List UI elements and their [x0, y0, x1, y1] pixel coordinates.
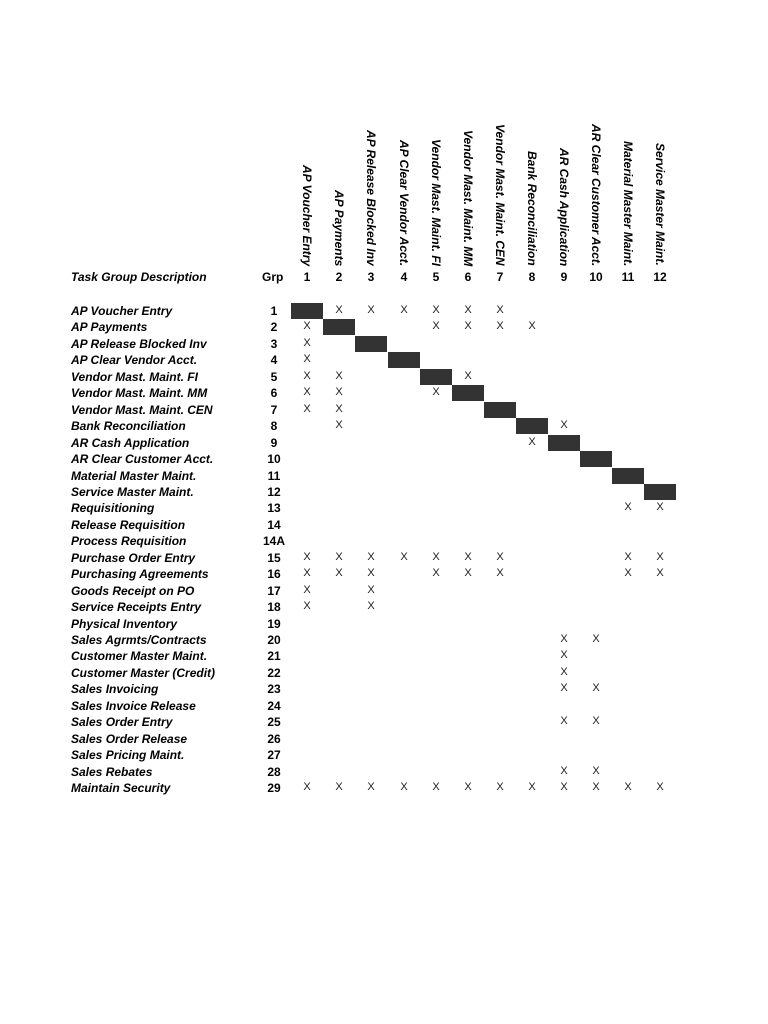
column-header-3: AP Release Blocked Inv — [364, 130, 378, 266]
conflict-mark: X — [400, 550, 408, 563]
conflict-mark: X — [367, 567, 375, 580]
column-header-1: AP Voucher Entry — [300, 164, 314, 266]
row-description: Service Master Maint. — [71, 484, 194, 499]
row-group-number: 16 — [267, 567, 281, 582]
conflict-mark: X — [464, 567, 472, 580]
diagonal-block — [644, 484, 676, 500]
row-description: AP Clear Vendor Acct. — [71, 353, 198, 368]
conflict-mark: X — [592, 715, 600, 728]
row-description: Vendor Mast. Maint. FI — [71, 369, 198, 384]
column-number-4: 4 — [400, 270, 408, 284]
column-header-12: Service Master Maint. — [653, 143, 667, 266]
conflict-mark: X — [367, 550, 375, 563]
conflict-mark: X — [528, 320, 536, 333]
diagonal-block — [291, 303, 323, 319]
conflict-mark: X — [560, 633, 568, 645]
conflict-mark: X — [560, 665, 568, 678]
conflict-mark: X — [560, 764, 568, 777]
column-number-6: 6 — [464, 270, 472, 284]
conflict-mark: X — [560, 649, 568, 662]
row-description: Process Requisition — [71, 534, 187, 549]
diagonal-block — [580, 451, 612, 467]
row-description: Sales Invoice Release — [71, 698, 196, 713]
conflict-mark: X — [335, 369, 343, 382]
conflict-mark: X — [303, 567, 311, 580]
conflict-mark: X — [560, 781, 568, 794]
conflict-mark: X — [496, 781, 504, 794]
conflict-mark: X — [592, 633, 600, 645]
row-description: Sales Rebates — [71, 764, 153, 779]
conflict-mark: X — [367, 304, 375, 316]
column-number-11: 11 — [621, 270, 635, 284]
diagonal-block — [612, 468, 644, 484]
row-group-number: 8 — [270, 419, 278, 434]
conflict-mark: X — [303, 781, 311, 794]
column-number-2: 2 — [335, 270, 343, 284]
row-description: Sales Agrmts/Contracts — [71, 633, 207, 647]
row-group-number: 13 — [267, 501, 281, 516]
conflict-mark: X — [592, 781, 600, 794]
column-number-1: 1 — [303, 270, 311, 284]
conflict-mark: X — [432, 550, 440, 563]
conflict-mark: X — [303, 369, 311, 382]
row-group-number: 11 — [267, 468, 281, 483]
row-group-number: 19 — [267, 616, 281, 631]
conflict-mark: X — [432, 567, 440, 580]
row-description: Sales Pricing Maint. — [71, 748, 185, 763]
diagonal-block — [323, 319, 355, 335]
row-group-number: 9 — [270, 435, 278, 450]
conflict-mark: X — [335, 402, 343, 415]
row-description: Customer Master (Credit) — [71, 665, 216, 680]
row-description: Release Requisition — [71, 517, 186, 532]
row-group-number: 18 — [267, 600, 281, 615]
row-description: Goods Receipt on PO — [71, 583, 195, 598]
conflict-mark: X — [560, 715, 568, 728]
conflict-mark: X — [303, 336, 311, 349]
row-group-number: 4 — [270, 353, 278, 368]
conflict-mark: X — [464, 369, 472, 382]
row-group-number: 27 — [267, 748, 281, 763]
diagonal-block — [548, 435, 580, 451]
row-group-number: 23 — [267, 682, 281, 697]
conflict-mark: X — [624, 781, 632, 794]
row-description: Sales Order Entry — [71, 715, 173, 730]
row-group-number: 7 — [270, 402, 278, 417]
row-group-number: 15 — [267, 550, 281, 565]
conflict-mark: X — [432, 320, 440, 333]
row-description: Requisitioning — [71, 501, 155, 516]
row-description: Sales Order Release — [71, 731, 188, 746]
conflict-mark: X — [367, 583, 375, 596]
row-group-number: 20 — [267, 633, 281, 647]
column-number-12: 12 — [653, 270, 667, 284]
column-header-7: Vendor Mast. Maint. CEN — [493, 124, 507, 266]
row-description: AP Release Blocked Inv — [71, 336, 207, 351]
column-number-5: 5 — [432, 270, 440, 284]
row-group-number: 3 — [270, 336, 278, 351]
column-header-2: AP Payments — [332, 189, 346, 266]
conflict-mark: X — [303, 550, 311, 563]
column-number-8: 8 — [528, 270, 536, 284]
conflict-mark: X — [560, 682, 568, 695]
conflict-mark: X — [496, 304, 504, 316]
row-description: Purchase Order Entry — [71, 550, 196, 565]
row-group-number: 12 — [267, 484, 281, 499]
conflict-mark: X — [528, 781, 536, 794]
row-description: AR Cash Application — [71, 435, 190, 450]
row-group-number: 28 — [267, 764, 281, 779]
row-group-number: 22 — [267, 665, 281, 680]
conflict-mark: X — [367, 781, 375, 794]
conflict-mark: X — [496, 320, 504, 333]
conflict-mark: X — [335, 304, 343, 316]
conflict-mark: X — [303, 386, 311, 399]
conflict-mark: X — [335, 386, 343, 399]
conflict-mark: X — [656, 501, 664, 514]
column-number-9: 9 — [560, 270, 568, 284]
conflict-mark: X — [592, 764, 600, 777]
row-description: AP Payments — [71, 320, 148, 335]
row-description: Vendor Mast. Maint. CEN — [71, 402, 213, 417]
column-header-11: Material Master Maint. — [621, 140, 635, 266]
row-description: Customer Master Maint. — [71, 649, 208, 664]
conflict-mark: X — [464, 320, 472, 333]
diagonal-block — [388, 352, 420, 368]
conflict-mark: X — [400, 781, 408, 794]
conflict-mark: X — [560, 419, 568, 432]
conflict-mark: X — [432, 386, 440, 399]
conflict-mark: X — [624, 501, 632, 514]
row-group-number: 14A — [262, 534, 285, 549]
row-group-number: 6 — [270, 386, 278, 401]
row-group-number: 17 — [267, 583, 281, 598]
conflict-mark: X — [432, 304, 440, 316]
conflict-mark: X — [496, 550, 504, 563]
task-group-description-header: Task Group Description — [71, 270, 207, 284]
conflict-mark: X — [464, 304, 472, 316]
diagonal-block — [355, 336, 387, 352]
row-group-number: 24 — [267, 698, 281, 713]
conflict-mark: X — [303, 402, 311, 415]
diagonal-block — [516, 418, 548, 434]
conflict-mark: X — [335, 567, 343, 580]
row-group-number: 1 — [270, 304, 278, 318]
row-description: Service Receipts Entry — [71, 600, 202, 615]
conflict-mark: X — [656, 550, 664, 563]
row-description: AR Clear Customer Acct. — [71, 452, 214, 467]
diagonal-block — [420, 369, 452, 385]
row-group-number: 5 — [270, 369, 278, 384]
conflict-mark: X — [335, 419, 343, 432]
conflict-mark: X — [656, 567, 664, 580]
row-group-number: 2 — [270, 320, 278, 335]
conflict-mark: X — [303, 320, 311, 333]
conflict-mark: X — [592, 682, 600, 695]
conflict-mark: X — [464, 550, 472, 563]
column-header-5: Vendor Mast. Maint. FI — [429, 139, 443, 266]
conflict-mark: X — [367, 600, 375, 613]
row-group-number: 29 — [267, 781, 281, 796]
diagonal-block — [452, 385, 484, 401]
diagonal-block — [484, 402, 516, 418]
column-number-10: 10 — [589, 270, 603, 284]
column-header-9: AR Cash Application — [557, 147, 571, 266]
conflict-mark: X — [656, 781, 664, 794]
conflict-mark: X — [464, 781, 472, 794]
conflict-mark: X — [496, 567, 504, 580]
conflict-mark: X — [432, 781, 440, 794]
row-group-number: 14 — [267, 517, 281, 532]
conflict-mark: X — [303, 600, 311, 613]
row-group-number: 10 — [267, 452, 281, 467]
column-number-3: 3 — [367, 270, 375, 284]
column-header-8: Bank Reconciliation — [525, 151, 539, 266]
conflict-mark: X — [624, 567, 632, 580]
row-description: Material Master Maint. — [71, 468, 197, 483]
column-header-4: AP Clear Vendor Acct. — [397, 139, 411, 266]
row-description: AP Voucher Entry — [71, 304, 173, 318]
row-group-number: 26 — [267, 731, 281, 746]
row-description: Physical Inventory — [71, 616, 178, 631]
conflict-mark: X — [624, 550, 632, 563]
conflict-mark: X — [400, 304, 408, 316]
conflict-mark: X — [335, 550, 343, 563]
conflict-mark: X — [303, 353, 311, 366]
conflict-mark: X — [528, 435, 536, 448]
column-number-7: 7 — [496, 270, 504, 284]
conflict-mark: X — [335, 781, 343, 794]
row-group-number: 21 — [267, 649, 281, 664]
row-description: Vendor Mast. Maint. MM — [71, 386, 208, 401]
row-description: Purchasing Agreements — [71, 567, 209, 582]
row-description: Bank Reconciliation — [71, 419, 186, 434]
conflict-mark: X — [303, 583, 311, 596]
row-description: Sales Invoicing — [71, 682, 159, 697]
column-header-6: Vendor Mast. Maint. MM — [461, 129, 475, 266]
row-group-number: 25 — [267, 715, 281, 730]
column-header-10: AR Clear Customer Acct. — [589, 123, 603, 266]
row-description: Maintain Security — [71, 781, 171, 796]
group-header: Grp — [262, 270, 284, 284]
